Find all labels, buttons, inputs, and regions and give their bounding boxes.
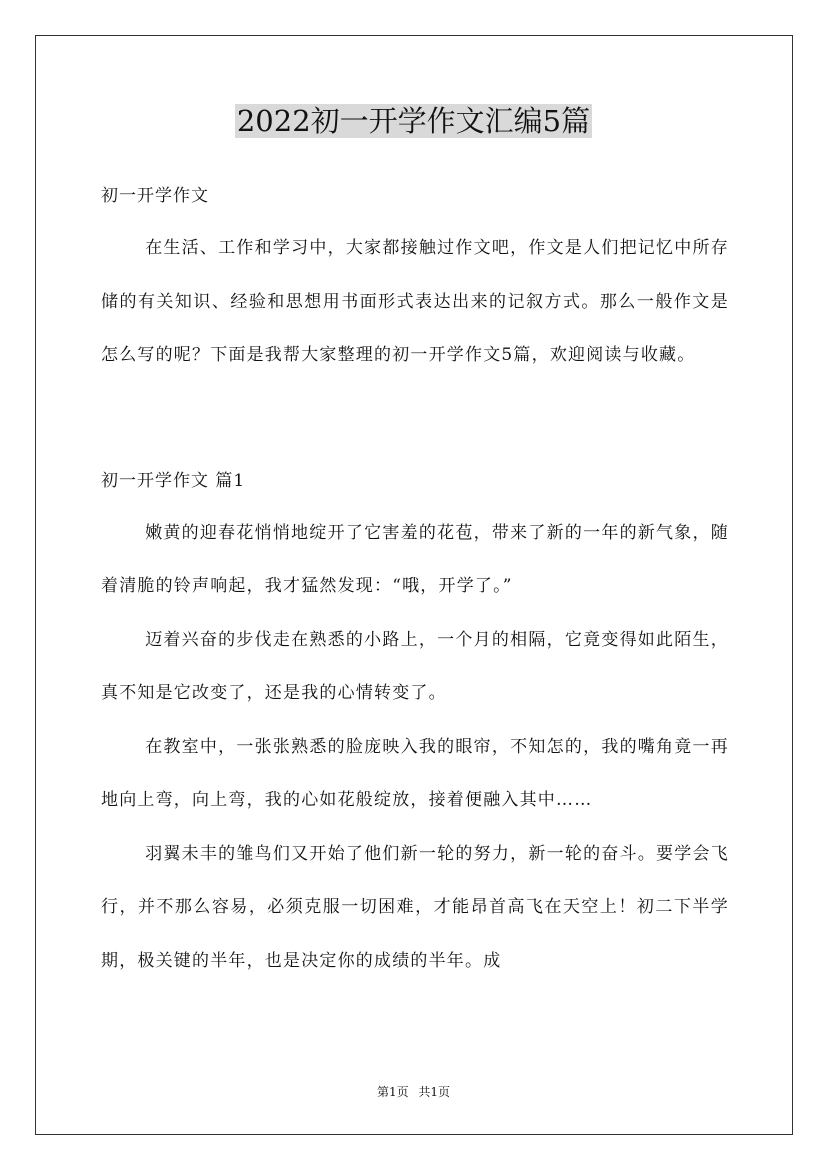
page-footer [0,1084,827,1100]
document-title: 2022初一开学作文汇编5篇 [236,104,591,138]
section1-paragraph-1: 嫩黄的迎春花悄悄地绽开了它害羞的花苞，带来了新的一年的新气象，随着清脆的铃声响起，我才猛然发现：“哦，开学了。” [101,522,729,596]
page-number-current: 第1页 [376,1085,409,1099]
document-body [101,170,729,988]
section1-heading: 初一开学作文 篇1 [101,470,246,491]
intro-heading: 初一开学作文 [101,186,209,206]
section-spacer [101,383,729,455]
intro-paragraph: 在生活、工作和学习中，大家都接触过作文吧，作文是人们把记忆中所存储的有关知识、经验和思想用书面形式表达出来的记叙方式。那么一般作文是怎么写的呢？下面是我帮大家整理的初一开学作文5篇，欢迎阅读与收藏。 [101,238,729,365]
section1-paragraph-3: 在教室中，一张张熟悉的脸庞映入我的眼帘，不知怎的，我的嘴角竟一再地向上弯，向上弯，我的心如花般绽放，接着便融入其中…… [101,736,729,810]
page-number-total: 共1页 [418,1085,451,1099]
section1-paragraph-2: 迈着兴奋的步伐走在熟悉的小路上，一个月的相隔，它竟变得如此陌生，真不知是它改变了，还是我的心情转变了。 [101,629,729,703]
section1-paragraph-4: 羽翼未丰的雏鸟们又开始了他们新一轮的努力，新一轮的奋斗。要学会飞行，并不那么容易，必须克服一切困难，才能昂首高飞在天空上！初二下半学期，极关键的半年，也是决定你的成绩的半年。成 [101,843,729,971]
